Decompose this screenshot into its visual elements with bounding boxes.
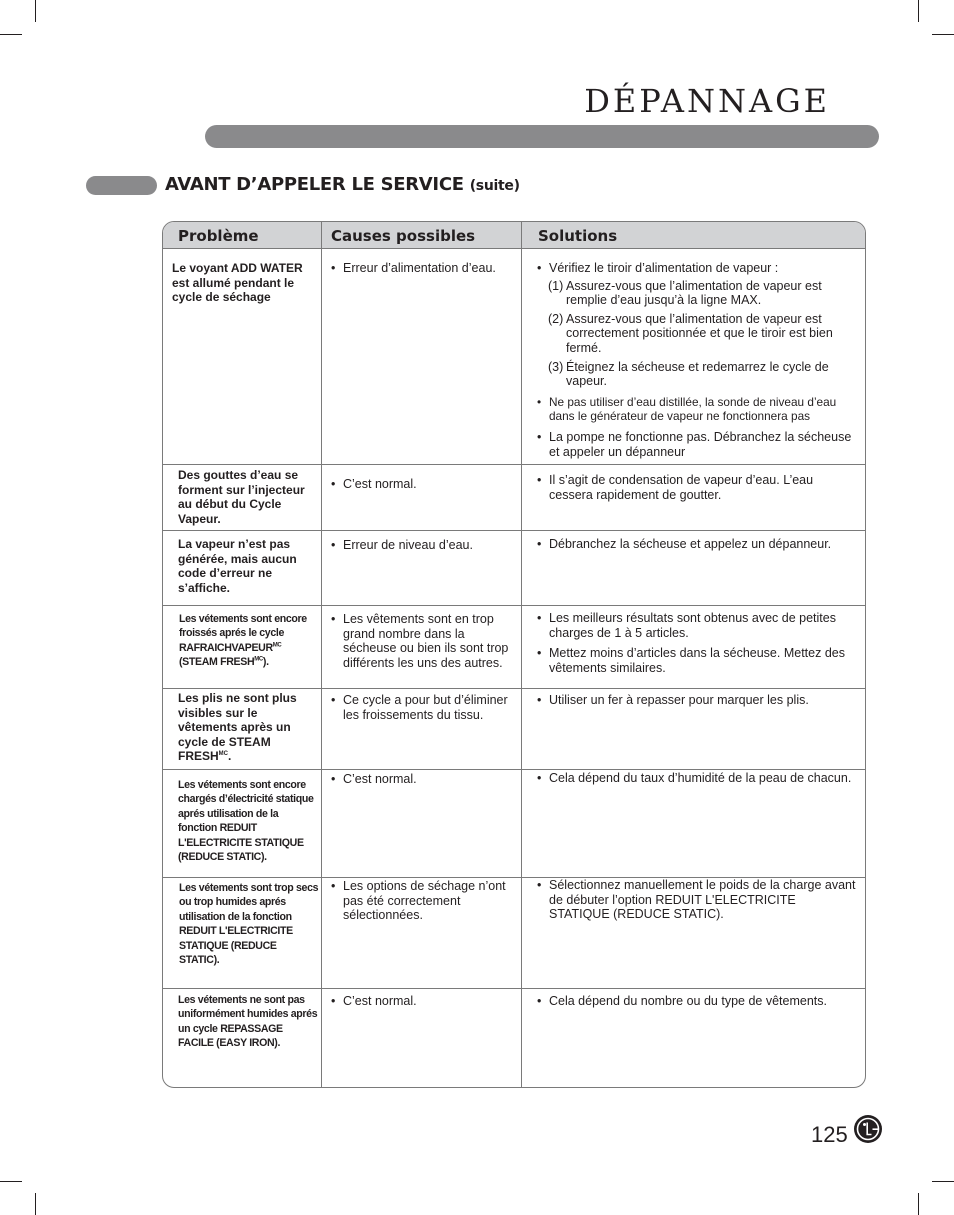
crop-mark — [0, 34, 22, 35]
table-row-causes — [330, 693, 512, 728]
solution-item: • La pompe ne fonctionne pas. Débranchez la sécheuse et appeler un dépanneur — [536, 430, 858, 459]
crop-mark — [918, 0, 919, 22]
chapter-title: DÉPANNAGE — [584, 82, 830, 120]
solution-item: • Utiliser un fer à repasser pour marquer les plis. — [536, 693, 858, 708]
crop-mark — [918, 1193, 919, 1215]
column-header-causes: Causes possibles — [331, 227, 476, 245]
column-header-solutions: Solutions — [538, 227, 618, 245]
cause-item: • Ce cycle a pour but d’éliminer les froissements du tissu. — [330, 693, 512, 722]
section-suffix: (suite) — [469, 178, 520, 194]
solution-step: (2) Assurez-vous que l’alimentation de vapeur est correctement positionnée et que le tiroir est bien fermé. — [548, 311, 833, 355]
table-row-causes — [330, 772, 512, 793]
solution-item: • Les meilleurs résultats sont obtenus avec de petites charges de 1 à 5 articles. — [536, 611, 858, 640]
table-row-solutions — [536, 261, 858, 465]
table-row-solutions — [536, 771, 858, 792]
cause-item: • C’est normal. — [330, 477, 512, 492]
title-decoration-bar — [205, 125, 879, 148]
cause-item: • Les vêtements sont en trop grand nombre dans la sécheuse ou bien ils sont trop différents les uns des autres. — [330, 612, 512, 670]
crop-mark — [35, 0, 36, 22]
solution-step: (1) Assurez-vous que l’alimentation de vapeur est remplie d’eau jusqu’à la ligne MAX. — [548, 278, 822, 308]
solution-item: • Ne pas utiliser d’eau distillée, la sonde de niveau d’eau dans le générateur de vapeur ne fonctionnera pas — [536, 395, 858, 424]
solution-item: • Cela dépend du nombre ou du type de vêtements. — [536, 994, 858, 1009]
table-row-solutions — [536, 611, 858, 681]
table-row-causes — [330, 538, 512, 559]
table-row-problem: Les plis ne sont plus visibles sur le vêtements après un cycle de STEAM $FRESH^{MC}$. — [178, 691, 297, 764]
table-row-problem: Les vétements sont trop secs ou trop humides aprés utilisation de la fonction REDUIT L'ELECTRICITE STATIQUE (REDUCE STATIC). — [179, 882, 319, 967]
page-number: 125 — [811, 1122, 848, 1147]
cause-item: • Les options de séchage n’ont pas été correctement sélectionnées. — [330, 879, 512, 923]
row-divider — [163, 605, 865, 606]
section-decoration-pill — [86, 176, 157, 195]
crop-mark — [35, 1193, 36, 1215]
table-row-solutions — [536, 994, 858, 1015]
table-row-causes — [330, 994, 512, 1015]
table-row-problem: Le voyant ADD WATER est allumé pendant le cycle de séchage — [172, 261, 303, 305]
row-divider — [163, 988, 865, 989]
row-divider — [163, 530, 865, 531]
column-header-problem: Problème — [178, 227, 259, 245]
lg-logo-icon — [853, 1114, 883, 1144]
solution-item: • Il s’agit de condensation de vapeur d’eau. L’eau cessera rapidement de goutter. — [536, 473, 858, 502]
table-row-problem: Les vétements sont encore chargés d’électricité statique aprés utilisation de la fonction REDUIT L'ELECTRICITE STATIQUE (REDUCE STATIC). — [178, 779, 314, 864]
column-divider — [521, 222, 522, 1087]
table-row-causes — [330, 477, 512, 498]
table-row-solutions — [536, 537, 858, 558]
solution-item: • Mettez moins d’articles dans la sécheuse. Mettez des vêtements similaires. — [536, 646, 858, 675]
solution-item: • Débranchez la sécheuse et appelez un dépanneur. — [536, 537, 858, 552]
table-row-causes — [330, 612, 512, 676]
cause-item: • C’est normal. — [330, 772, 512, 787]
table-row-causes — [330, 261, 512, 282]
table-row-problem: Les vétements ne sont pas uniformément humides aprés un cycle REPASSAGE FACILE (EASY IRON). — [178, 994, 318, 1050]
table-row-causes — [330, 879, 512, 929]
solution-item: • Cela dépend du taux d’humidité de la peau de chacun. — [536, 771, 858, 786]
table-row-solutions — [536, 473, 858, 508]
column-divider — [321, 222, 322, 1087]
section-title: AVANT D’APPELER LE SERVICE — [165, 174, 464, 195]
troubleshooting-table — [162, 221, 866, 1088]
cause-item: • Erreur de niveau d’eau. — [330, 538, 512, 553]
cause-item: • Erreur d’alimentation d’eau. — [330, 261, 512, 276]
solution-step: (3) Éteignez la sécheuse et redemarrez le cycle de vapeur. — [548, 359, 829, 389]
solution-item: • Vérifiez le tiroir d’alimentation de vapeur : — [536, 261, 858, 276]
row-divider — [163, 688, 865, 689]
table-row-solutions — [536, 693, 858, 714]
row-divider — [163, 769, 865, 770]
crop-mark — [932, 1181, 954, 1182]
table-row-problem: La vapeur n’est pas générée, mais aucun code d’erreur ne s’affiche. — [178, 537, 297, 595]
table-row-problem: Les vétements sont encore froissés aprés le cycle $RAFRAICHVAPEUR^{MC}$ (STEAM $FRESH^{MC}$). — [179, 613, 307, 669]
table-row-solutions — [536, 878, 858, 928]
crop-mark — [932, 34, 954, 35]
crop-mark — [0, 1181, 22, 1182]
cause-item: • C’est normal. — [330, 994, 512, 1009]
table-header — [163, 222, 865, 249]
solution-item: • Sélectionnez manuellement le poids de la charge avant de débuter l’option REDUIT L'ELECTRICITE STATIQUE (REDUCE STATIC). — [536, 878, 858, 922]
section-heading — [165, 174, 520, 195]
table-row-problem: Des gouttes d’eau se forment sur l’injecteur au début du Cycle Vapeur. — [178, 468, 305, 526]
